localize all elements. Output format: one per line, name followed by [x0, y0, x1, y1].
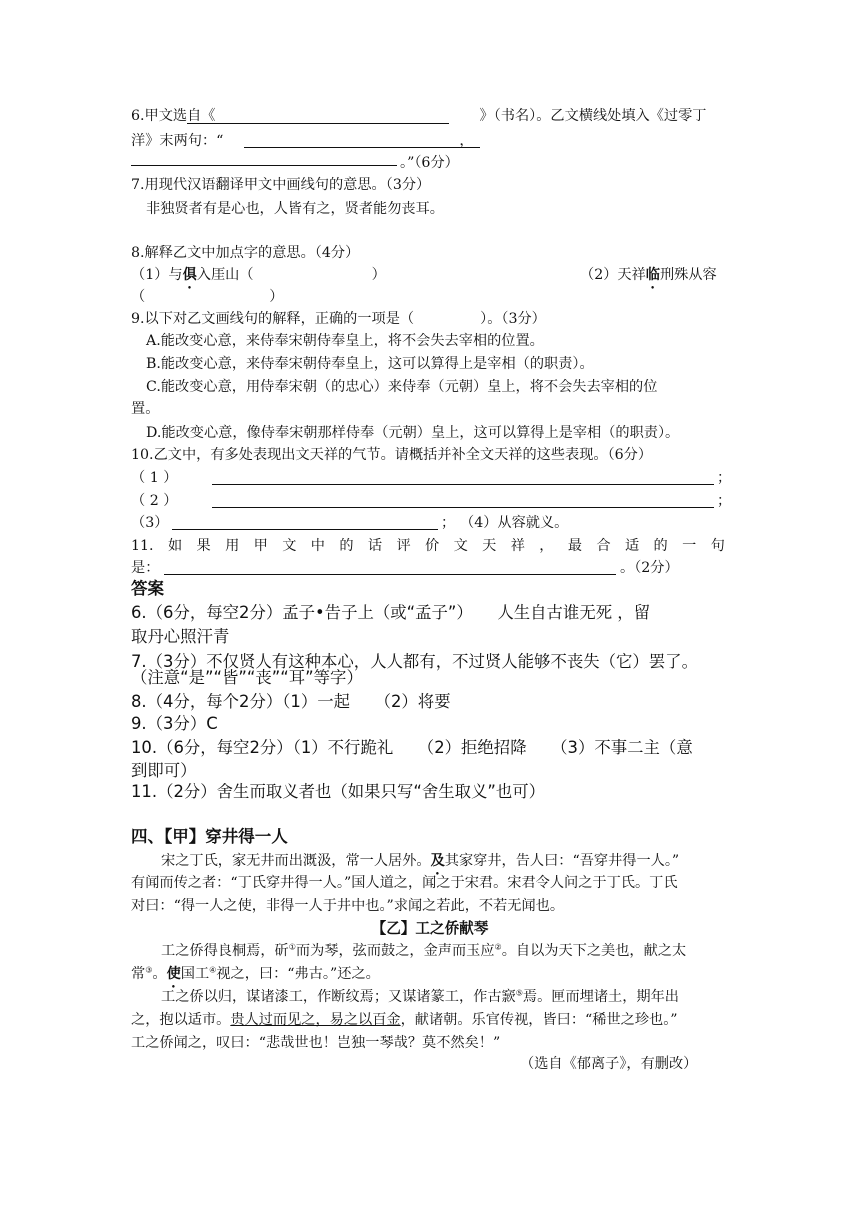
jia-paragraph-line-2: 有闻而传之者：“丁氏穿井得一人。”国人道之，闻之于宋君。宋君令人问之于丁氏。丁氏 [131, 875, 678, 891]
q10-p2-label: （ 2 ） [131, 493, 178, 509]
section-4-heading: 四、【甲】穿井得一人 [131, 827, 288, 846]
answer-11: 11.（2分）舍生而取义者也（如果只写“舍生取义”也可） [131, 782, 546, 801]
q11-l1-3: 果 [196, 538, 211, 554]
q7-stem: 7.用现代汉语翻译甲文中画线句的意思。（3分） [131, 177, 431, 193]
yi-paragraph-2-line-2 [131, 1010, 678, 1030]
source-citation: （选自《郁离子》，有删改） [520, 1056, 698, 1072]
q10-p3-sep: ； [441, 515, 456, 531]
answer-7-line-1: 7.（3分）不仅贤人有这种本心，人人都有，不过贤人能够不丧失（它）罢了。 [131, 652, 698, 671]
yi-paragraph-2-line-3: 工之侨闻之，叹曰：“悲哉世也！岂独一琴哉？莫不然矣！” [131, 1035, 501, 1051]
yi-p1l2-d: 视之，曰：“弗古。”还之。 [216, 966, 380, 982]
yi-p1l2-a: 常 [131, 966, 146, 982]
footnote-2-marker: ② [494, 942, 502, 952]
q6-text-2: 洋》末两句：“ [131, 133, 224, 149]
yi-paragraph-1-line-1 [161, 941, 686, 961]
yi-p1l2-c: 国工 [180, 966, 210, 982]
q8-item-2-pre: （2）天祥 [580, 267, 646, 283]
q8-item-1-key: 俱 [182, 267, 197, 283]
answer-10-line-1: 10.（6分，每空2分）（1）不行跪礼 （2）拒绝招降 （3）不事二主（意 [131, 738, 693, 757]
answer-6-line-2: 取丹心照汗青 [131, 627, 230, 646]
q11-blank[interactable] [164, 574, 616, 575]
q9-option-c-line-2: 置。 [131, 401, 160, 417]
q8-item-2 [580, 265, 717, 292]
q11-l1-14: 祥 [510, 538, 525, 554]
jia-l1-a: 宋之丁氏，家无井而出溉汲，常一人居外。 [161, 853, 431, 869]
q6-line-3: 。”（6分） [400, 155, 459, 171]
answer-8: 8.（4分，每个2分）（1）一起 （2）将要 [131, 692, 451, 711]
yi-paragraph-2-line-1 [161, 987, 679, 1007]
q9-option-c-line-1: C.能改变心意，用侍奉宋朝（的忠心）来侍奉（元朝）皇上，将不会失去宰相的位 [146, 379, 658, 395]
q9-option-a: A.能改变心意，来侍奉宋朝侍奉皇上，将不会失去宰相的位置。 [146, 333, 544, 349]
q11-l1-8: 的 [339, 538, 354, 554]
q11-l1-5: 甲 [253, 538, 268, 554]
yi-p2l2-a: 之，抱以适市。 [131, 1012, 231, 1028]
footnote-4-marker: ④ [209, 965, 217, 975]
q11-l1-1: 11. [131, 538, 154, 554]
q10-stem: 10.乙文中，有多处表现出文天祥的气节。请概括并补全文天祥的这些表现。（6分） [131, 447, 653, 463]
q11-l1-12: 文 [453, 538, 468, 554]
q10-blank-3[interactable] [172, 529, 438, 530]
q11-l1-15: ， [539, 538, 554, 554]
q9-option-b: B.能改变心意，来侍奉宋朝侍奉皇上，这可以算得上是宰相（的职责）。 [146, 356, 594, 372]
yi-p2l1-a: 工之侨以归，谋诸漆工，作断纹焉；又谋诸篆工，作古窾 [161, 989, 516, 1005]
q6-line-2 [131, 131, 474, 151]
q9-stem-end: ）。（3分） [480, 311, 546, 327]
q7-sentence: 非独贤者有是心也，人皆有之，贤者能勿丧耳。 [146, 201, 444, 217]
yi-p1l2-dotted: 使 [166, 966, 181, 982]
q11-l1-6: 文 [282, 538, 297, 554]
q8-item-2-key: 临 [645, 267, 660, 283]
q11-l1-16: 最 [567, 538, 583, 554]
q11-l1-17: 合 [596, 538, 611, 554]
q8-item-1-post: 入厓山（ [196, 267, 254, 283]
q9-stem [131, 309, 546, 329]
q11-l1-11: 价 [425, 538, 440, 554]
q11-l1-2: 如 [167, 538, 183, 554]
yi-p1l1-a: 工之侨得良桐焉，斫 [161, 943, 289, 959]
q11-line-2-post: 。（2分） [620, 560, 679, 576]
yi-title: 【乙】工之侨献琴 [371, 920, 489, 937]
q8-item-1-close: ） [371, 267, 386, 283]
q11-l1-19: 的 [653, 538, 668, 554]
q11-line-1 [131, 536, 725, 556]
yi-p2l1-b: 焉。匣而埋诸土，期年出 [522, 989, 679, 1005]
q6-blank-book-name[interactable] [187, 123, 449, 124]
yi-p1l1-b: 而为琴，弦而鼓之，金声而玉应 [295, 943, 495, 959]
q9-option-d: D.能改变心意，像侍奉宋朝那样侍奉（元朝）皇上，这可以算得上是宰相（的职责）。 [146, 425, 680, 441]
q8-item-2-answer [131, 287, 283, 307]
q10-blank-2[interactable] [212, 507, 714, 508]
q10-p3-label: （3） [131, 515, 169, 531]
q10-blank-1[interactable] [212, 484, 714, 485]
yi-underlined-sentence: 贵人过而见之，易之以百金 [230, 1012, 401, 1028]
jia-l1-b: 其家穿井，告人曰：“吾穿井得一人。” [444, 853, 680, 869]
q11-l1-20: 一 [682, 538, 697, 554]
q11-l1-7: 中 [310, 538, 325, 554]
yi-p1l1-c: 。自以为天下之美也，献之太 [501, 943, 687, 959]
q11-l1-4: 用 [225, 538, 240, 554]
footnote-3-marker: ③ [145, 965, 153, 975]
yi-p1l2-b: 。 [152, 966, 167, 982]
q11-l1-10: 评 [396, 538, 411, 554]
jia-l1-dotted: 及 [430, 853, 445, 869]
q8-item-1-pre: （1）与 [131, 267, 183, 283]
q6-blank-poem-line-1[interactable] [244, 147, 480, 148]
answer-10-line-2: 到即可） [131, 761, 197, 780]
q11-l1-13: 天 [482, 538, 497, 554]
q11-line-2-pre: 是： [131, 560, 160, 576]
q11-l1-18: 适 [624, 538, 640, 554]
q8-stem: 8.解释乙文中加点字的意思。（4分） [131, 245, 360, 261]
answer-7-line-2: （注意“是”“皆”“丧”“耳”等字） [131, 668, 363, 687]
q11-l1-9: 话 [367, 538, 383, 554]
jia-paragraph-line-3: 对曰：“得一人之使，非得一人于井中也。”求闻之若此，不若无闻也。 [131, 898, 565, 914]
footnote-5-marker: ⑤ [515, 988, 523, 998]
q8-item-2-open: （ [131, 289, 146, 305]
answers-heading: 答案 [131, 579, 164, 598]
q6-text-a: 6.甲文选自《 [131, 108, 216, 124]
q8-item-2-post: 刑殊从容 [659, 267, 717, 283]
footnote-1-marker: ① [288, 942, 296, 952]
answer-6-line-1: 6.（6分，每空2分）孟子•告子上（或“孟子”） 人生自古谁无死 ，留 [131, 603, 651, 622]
q10-p4: （4）从容就义。 [460, 515, 569, 531]
q10-p2-sep: ； [717, 493, 732, 509]
answer-9: 9.（3分）C [131, 714, 218, 733]
q6-comma: ， [459, 133, 474, 149]
yi-p2l2-b: ，献诸朝。乐官传视，皆曰：“稀世之珍也。” [400, 1012, 678, 1028]
q6-text-b: 》（书名）。乙文横线处填入《过零丁 [479, 108, 707, 124]
q11-l1-21: 句 [710, 538, 725, 554]
q8-item-2-close: ） [269, 289, 284, 305]
q6-blank-poem-line-2[interactable] [131, 165, 397, 166]
q10-p1-sep: ； [717, 470, 732, 486]
q10-p1-label: （ 1 ） [131, 470, 178, 486]
q9-stem-text: 9.以下对乙文画线句的解释，正确的一项是（ [131, 311, 415, 327]
